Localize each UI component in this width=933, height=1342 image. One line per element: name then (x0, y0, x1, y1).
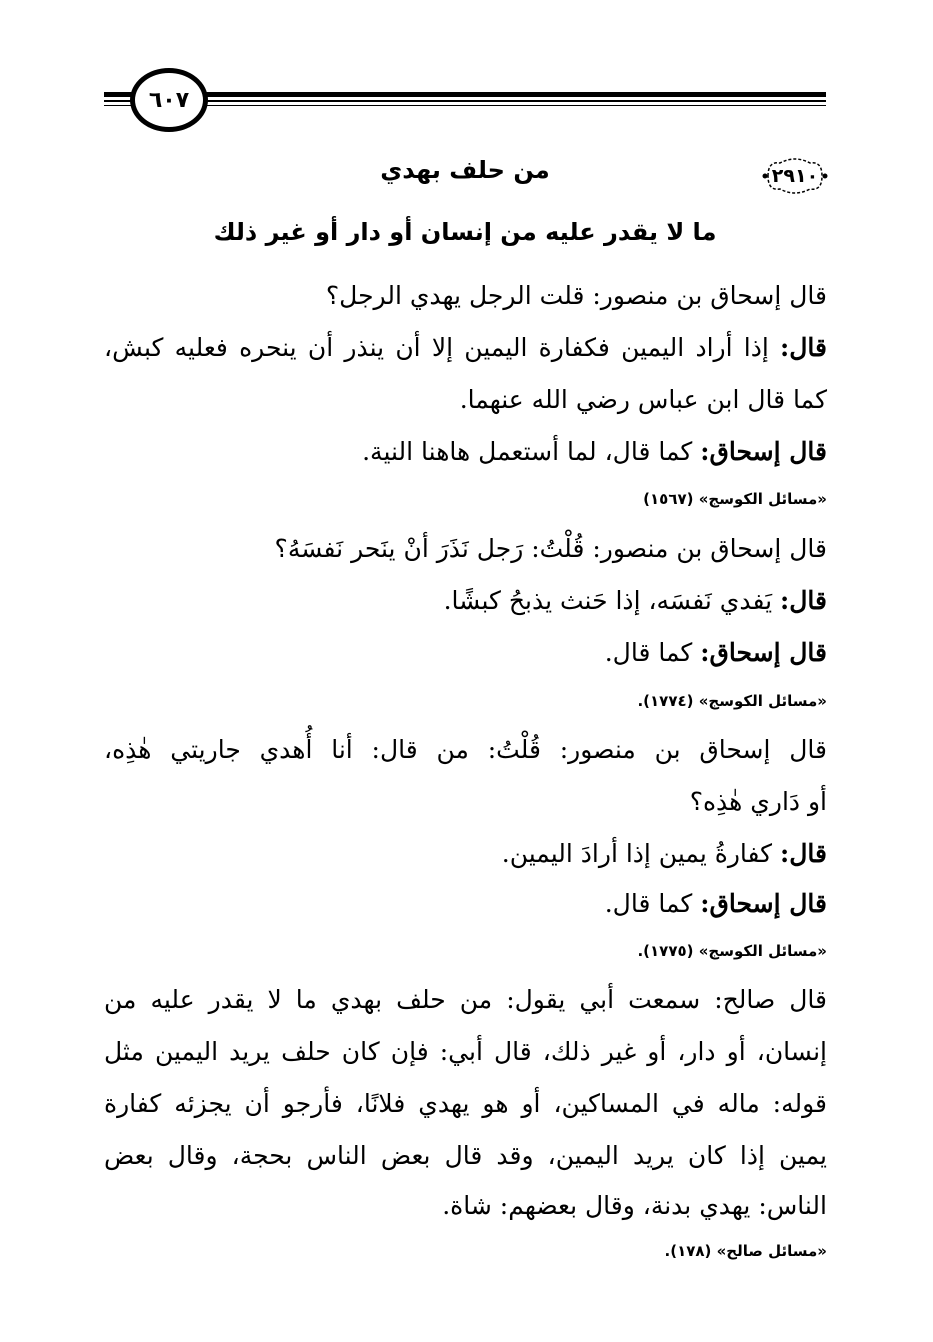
text-line: قال إسحاق: كما قال. (604, 638, 827, 667)
text-line: قال إسحاق بن منصور: قلت الرجل يهدي الرجل؟ (325, 281, 827, 310)
text-line: قال: كفارةُ يمين إذا أرادَ اليمين. (501, 839, 827, 868)
header-rule-thick (104, 92, 826, 97)
text-line: إنسان، أو دار، أو غير ذلك، قال أبي: فإن كان حلف يريد اليمين مثل (104, 1037, 827, 1066)
section-title: من حلف بهدي (380, 156, 550, 184)
source-reference: «مسائل الكوسج» (١٧٧٥). (637, 942, 827, 960)
text-line: قال إسحاق بن منصور: قُلْتُ: رَجل نَذَرَ أنْ ينَحر نَفسَهُ؟ (274, 534, 827, 563)
text-line: الناس: يهدي بدنة، وقال بعضهم: شاة. (442, 1191, 827, 1220)
source-reference: «مسائل صالح» (١٧٨). (664, 1242, 827, 1260)
text-line: قال إسحاق بن منصور: قُلْتُ: من قال: أنا أُهدي جاريتي هٰذِه، (104, 735, 827, 764)
section-number-badge (760, 155, 830, 197)
source-reference: «مسائل الكوسج» (١٧٧٤). (637, 692, 827, 710)
text-line: كما قال ابن عباس رضي الله عنهما. (459, 385, 827, 414)
text-line: قال: إذا أراد اليمين فكفارة اليمين إلا أن ينذر أن ينحره فعليه كبش، (104, 333, 827, 362)
text-line: قوله: ماله في المساكين، أو هو يهدي فلانًا، فأرجو أن يجزئه كفارة (104, 1089, 827, 1118)
section-subtitle: ما لا يقدر عليه من إنسان أو دار أو غير ذلك (213, 218, 717, 246)
text-line: قال إسحاق: كما قال. (604, 889, 827, 918)
header-rule-thin (104, 105, 826, 106)
text-line: يمين إذا كان يريد اليمين، وقد قال بعض الناس بحجة، وقال بعض (104, 1141, 827, 1170)
text-line: أو دَاري هٰذِه؟ (689, 787, 827, 816)
text-line: قال صالح: سمعت أبي يقول: من حلف بهدي ما لا يقدر عليه من (104, 985, 827, 1014)
header-rule-middle (104, 100, 826, 102)
text-line: قال: يَفدي نَفسَه، إذا حَنث يذبحُ كبشًا. (443, 586, 827, 615)
source-reference: «مسائل الكوسج» (١٥٦٧) (643, 490, 827, 508)
section-number: ٢٩١٠ (771, 165, 819, 187)
text-line: قال إسحاق: كما قال، لما أستعمل هاهنا النية. (362, 437, 827, 466)
page-number: ٦٠٧ (130, 68, 208, 132)
